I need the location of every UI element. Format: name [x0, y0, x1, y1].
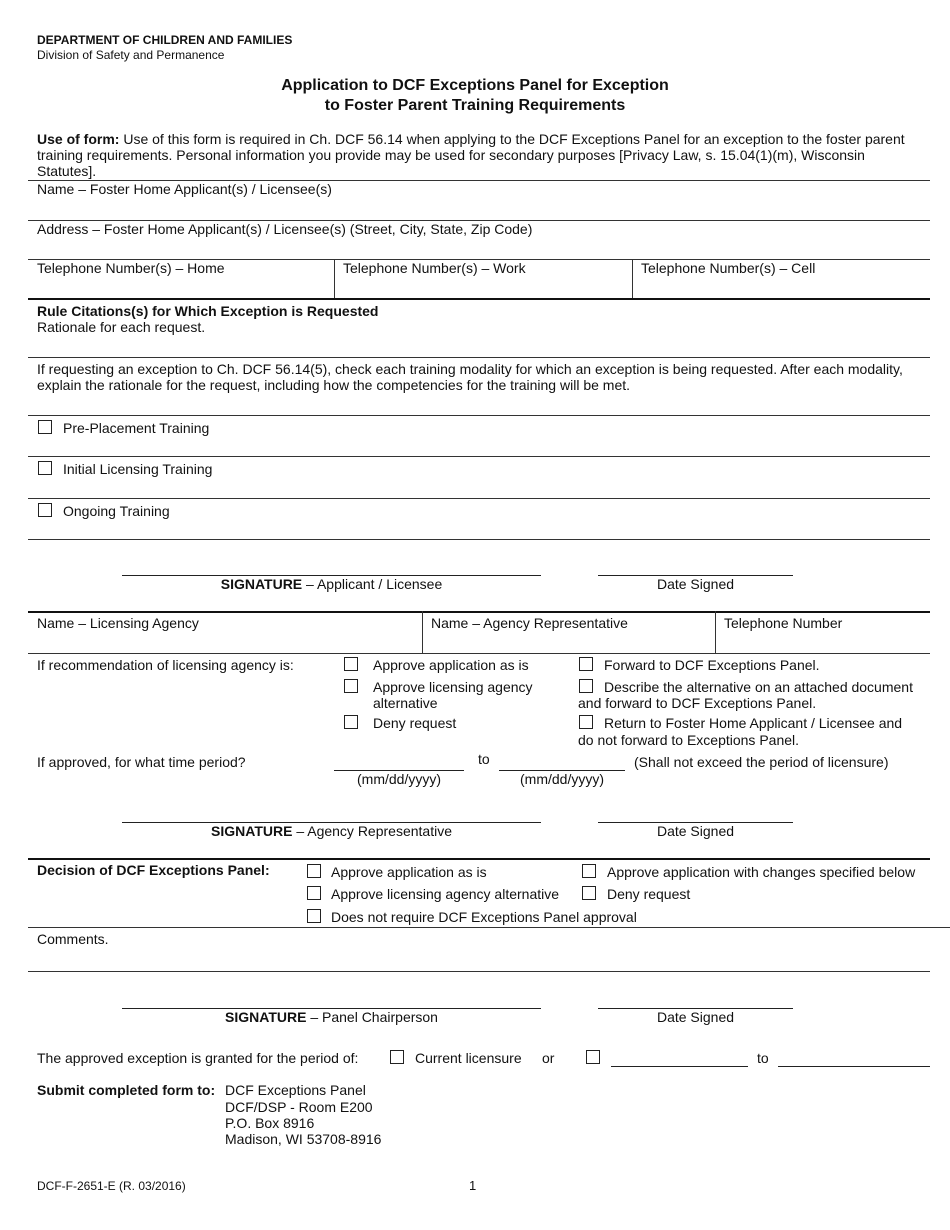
panel-approve-label: Approve application as is — [331, 864, 487, 880]
describe-alternative-label-2: and forward to DCF Exceptions Panel. — [578, 695, 817, 711]
divider — [28, 357, 930, 358]
agency-representative-field[interactable]: Name – Agency Representative — [431, 615, 628, 631]
pre-placement-checkbox[interactable] — [38, 420, 52, 434]
agency-date-label: Date Signed — [656, 823, 735, 839]
initial-licensing-label: Initial Licensing Training — [63, 461, 213, 477]
ongoing-training-checkbox[interactable] — [38, 503, 52, 517]
form-title-line1: Application to DCF Exceptions Panel for Exception — [281, 77, 669, 94]
applicant-date-label: Date Signed — [656, 576, 735, 592]
forward-panel-checkbox[interactable] — [579, 657, 593, 671]
return-applicant-label-1: Return to Foster Home Applicant / Licensee and — [604, 715, 903, 731]
applicant-address-field[interactable]: Address – Foster Home Applicant(s) / Licensee(s) (Street, City, State, Zip Code) — [37, 221, 533, 237]
agency-telephone-field[interactable]: Telephone Number — [724, 615, 843, 631]
divider — [422, 611, 423, 653]
panel-approve-checkbox[interactable] — [307, 864, 321, 878]
divider — [632, 259, 633, 299]
submit-address-line2: DCF/DSP - Room E200 — [225, 1099, 373, 1115]
divider — [28, 971, 930, 972]
divider — [28, 298, 930, 300]
pre-placement-label: Pre-Placement Training — [63, 420, 210, 436]
divider — [28, 611, 930, 613]
agency-approve-checkbox[interactable] — [344, 657, 358, 671]
end-date-format: (mm/dd/yyyy) — [520, 771, 604, 787]
return-applicant-checkbox[interactable] — [579, 715, 593, 729]
licensing-agency-field[interactable]: Name – Licensing Agency — [37, 615, 199, 631]
submit-address-line3: P.O. Box 8916 — [225, 1115, 315, 1131]
custom-period-checkbox[interactable] — [586, 1050, 600, 1064]
agency-deny-checkbox[interactable] — [344, 715, 358, 729]
period-note: (Shall not exceed the period of licensure) — [634, 754, 889, 770]
agency-deny-label: Deny request — [373, 715, 457, 731]
comments-field[interactable]: Comments. — [37, 931, 109, 947]
form-number: DCF-F-2651-E (R. 03/2016) — [37, 1179, 186, 1193]
submit-address-line1: DCF Exceptions Panel — [225, 1082, 366, 1098]
applicant-signature-label: SIGNATURE – Applicant / Licensee — [220, 576, 443, 592]
panel-deny-label: Deny request — [607, 886, 691, 902]
rule-citations-heading: Rule Citations(s) for Which Exception is Requested — [37, 303, 379, 319]
agency-signature-label: SIGNATURE – Agency Representative — [211, 823, 452, 839]
department-name: DEPARTMENT OF CHILDREN AND FAMILIES — [37, 33, 293, 47]
panel-changes-label: Approve application with changes specified below — [607, 864, 916, 880]
submit-address-line4: Madison, WI 53708-8916 — [225, 1131, 382, 1147]
use-of-form-label: Use of form: — [37, 131, 120, 147]
panel-not-required-label: Does not require DCF Exceptions Panel approval — [331, 909, 637, 925]
panel-date-label: Date Signed — [656, 1009, 735, 1025]
modality-instructions-line2: explain the rationale for the request, including how the competencies for the training will be met. — [37, 377, 631, 393]
division-name: Division of Safety and Permanence — [37, 48, 225, 62]
divider — [28, 456, 930, 457]
start-date-format: (mm/dd/yyyy) — [357, 771, 441, 787]
period-to-label: to — [478, 751, 490, 767]
agency-alternative-label-2: alternative — [373, 695, 438, 711]
describe-alternative-label-1: Describe the alternative on an attached document — [604, 679, 913, 695]
applicant-name-field[interactable]: Name – Foster Home Applicant(s) / Licensee(s) — [37, 181, 332, 197]
agency-approve-label: Approve application as is — [373, 657, 529, 673]
forward-panel-label: Forward to DCF Exceptions Panel. — [604, 657, 820, 673]
divider — [334, 259, 335, 299]
phone-work-field[interactable]: Telephone Number(s) – Work — [343, 260, 526, 276]
current-licensure-checkbox[interactable] — [390, 1050, 404, 1064]
ongoing-training-label: Ongoing Training — [63, 503, 170, 519]
panel-not-required-checkbox[interactable] — [307, 909, 321, 923]
agency-alternative-label-1: Approve licensing agency — [373, 679, 533, 695]
rationale-field[interactable]: Rationale for each request. — [37, 319, 206, 335]
decision-label: Decision of DCF Exceptions Panel: — [37, 862, 270, 878]
divider — [28, 498, 930, 499]
divider — [28, 653, 930, 654]
panel-signature-label: SIGNATURE – Panel Chairperson — [225, 1009, 438, 1025]
modality-instructions-line1: If requesting an exception to Ch. DCF 56.14(5), check each training modality for which an exception is being requested. After each modality, — [37, 361, 903, 377]
phone-home-field[interactable]: Telephone Number(s) – Home — [37, 260, 225, 276]
granted-period-label: The approved exception is granted for the period of: — [37, 1050, 359, 1066]
page-number: 1 — [469, 1178, 477, 1193]
granted-start-date-input[interactable] — [611, 1066, 748, 1067]
use-of-form-text1: Use of this form is required in Ch. DCF 56.14 when applying to the DCF Exceptions Panel for an exception to the foster parent — [123, 131, 905, 147]
panel-changes-checkbox[interactable] — [582, 864, 596, 878]
or-label: or — [542, 1050, 555, 1066]
return-applicant-label-2: do not forward to Exceptions Panel. — [578, 732, 800, 748]
agency-alternative-checkbox[interactable] — [344, 679, 358, 693]
describe-alternative-checkbox[interactable] — [579, 679, 593, 693]
recommendation-label: If recommendation of licensing agency is: — [37, 657, 294, 673]
form-title-line2: to Foster Parent Training Requirements — [324, 97, 626, 114]
phone-cell-field[interactable]: Telephone Number(s) – Cell — [641, 260, 816, 276]
divider — [28, 415, 930, 416]
initial-licensing-checkbox[interactable] — [38, 461, 52, 475]
use-of-form-line1 — [37, 131, 905, 147]
use-of-form-line2: training requirements. Personal information you provide may be used for secondary purposes [Privacy Law, s. 15.04(1)(m), Wisconsin — [37, 147, 865, 163]
use-of-form-line3: Statutes]. — [37, 163, 97, 179]
granted-end-date-input[interactable] — [778, 1066, 930, 1067]
granted-to-label: to — [757, 1050, 769, 1066]
panel-deny-checkbox[interactable] — [582, 886, 596, 900]
divider — [715, 611, 716, 653]
divider — [28, 539, 930, 540]
time-period-label: If approved, for what time period? — [37, 754, 246, 770]
divider — [28, 927, 950, 928]
submit-label: Submit completed form to: — [37, 1082, 216, 1098]
current-licensure-label: Current licensure — [415, 1050, 522, 1066]
panel-alternative-label: Approve licensing agency alternative — [331, 886, 560, 902]
divider — [28, 858, 930, 860]
panel-alternative-checkbox[interactable] — [307, 886, 321, 900]
